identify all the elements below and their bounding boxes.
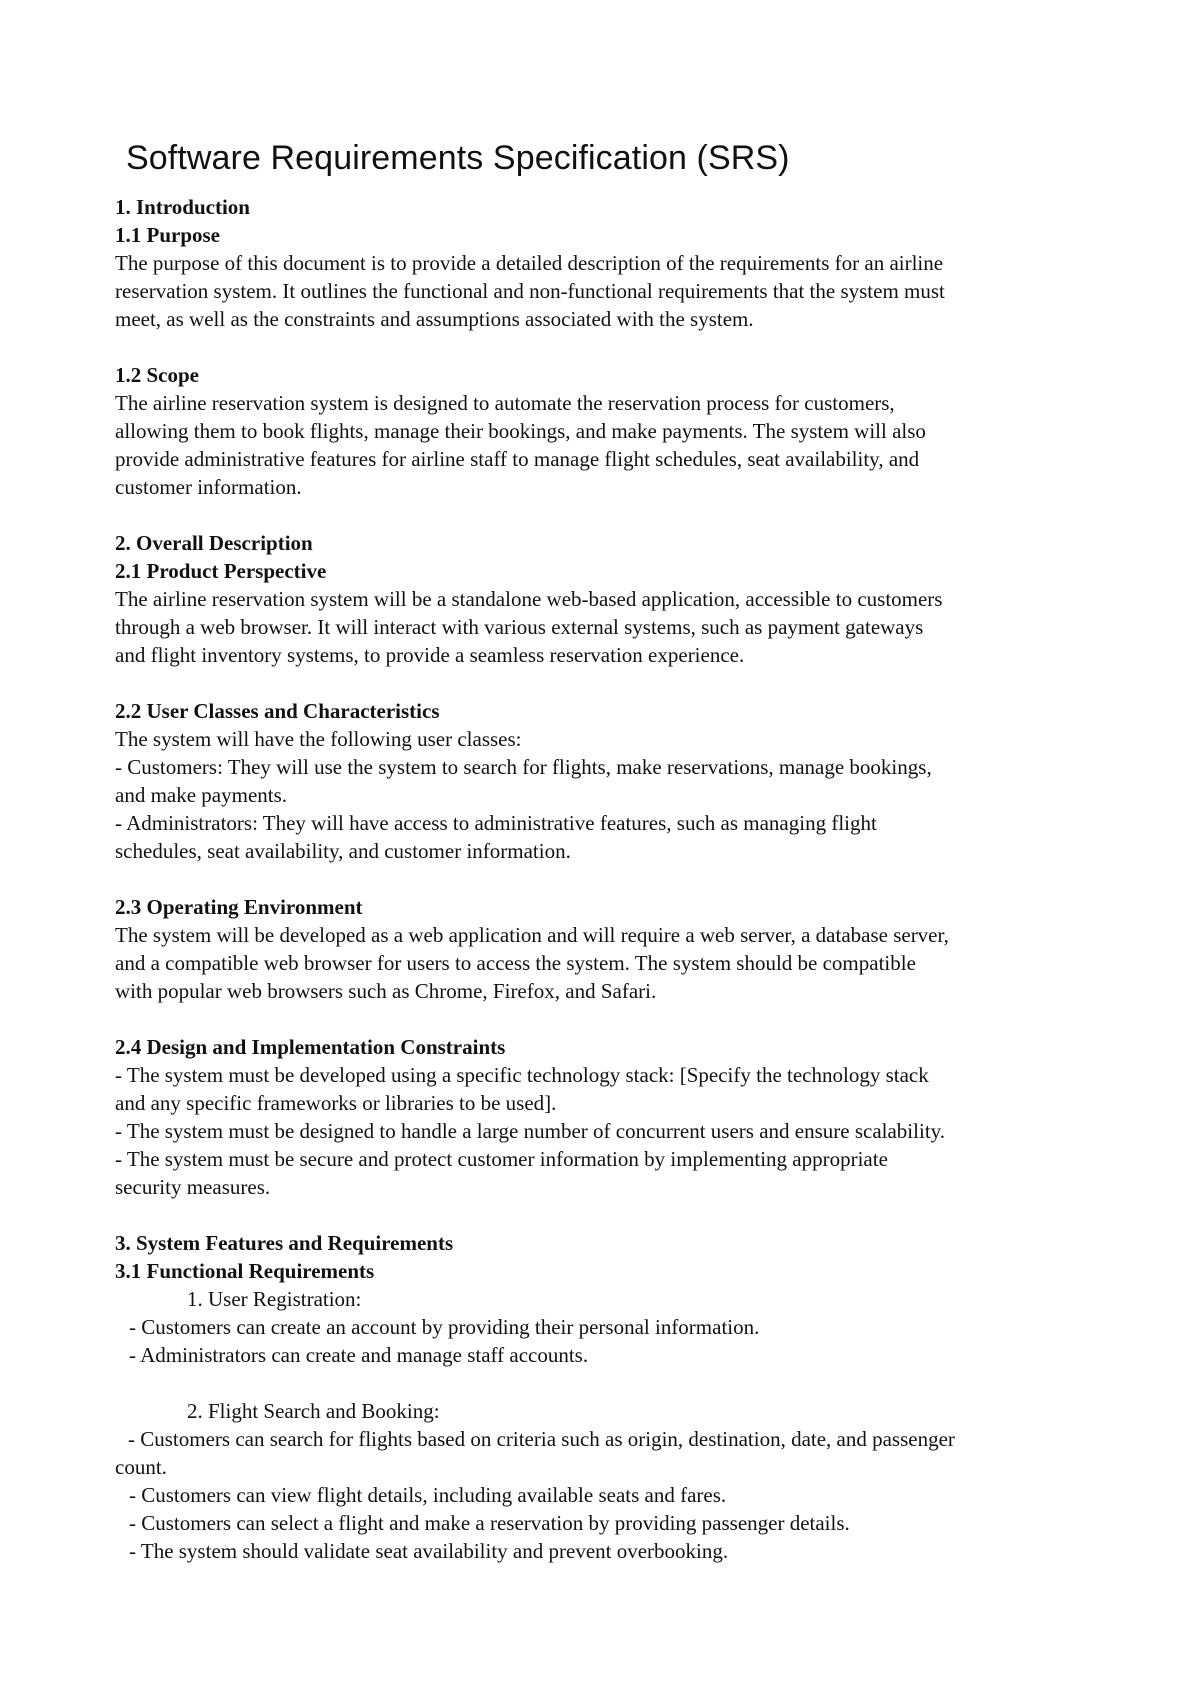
operating-environment-line: with popular web browsers such as Chrome, Firefox, and Safari.: [115, 979, 657, 1003]
paragraph-gap: [115, 1369, 1105, 1397]
user-classes-line: - Customers: They will use the system to search for flights, make reservations, manage bookings,: [115, 755, 932, 779]
user-classes-line: The system will have the following user classes:: [115, 727, 522, 751]
paragraph-gap: [115, 333, 1105, 361]
requirement-item: - Customers can create an account by providing their personal information.: [129, 1315, 760, 1339]
heading-purpose: 1.1 Purpose: [115, 223, 220, 247]
requirement-item: - Customers can view flight details, including available seats and fares.: [129, 1483, 727, 1507]
design-constraints-line: - The system must be developed using a specific technology stack: [Specify the technology stack: [115, 1063, 929, 1087]
purpose-line: The purpose of this document is to provide a detailed description of the requirements for an airline: [115, 251, 944, 275]
heading-operating-environment: 2.3 Operating Environment: [115, 895, 363, 919]
requirement-item: - Administrators can create and manage staff accounts.: [129, 1343, 589, 1367]
user-classes-line: schedules, seat availability, and customer information.: [115, 839, 571, 863]
heading-system-features: 3. System Features and Requirements: [115, 1231, 454, 1255]
document-body: [115, 193, 1105, 1565]
document-title: Software Requirements Specification (SRS): [126, 139, 790, 177]
heading-product-perspective: 2.1 Product Perspective: [115, 559, 327, 583]
requirement-item-continuation: count.: [115, 1455, 167, 1479]
user-classes-line: - Administrators: They will have access to administrative features, such as managing flight: [115, 811, 877, 835]
heading-functional-requirements: 3.1 Functional Requirements: [115, 1259, 375, 1283]
product-perspective-line: The airline reservation system will be a standalone web-based application, accessible to customers: [115, 587, 943, 611]
scope-line: provide administrative features for airline staff to manage flight schedules, seat availability, and: [115, 447, 920, 471]
scope-line: customer information.: [115, 475, 302, 499]
scope-line: allowing them to book flights, manage their bookings, and make payments. The system will also: [115, 419, 926, 443]
paragraph-gap: [115, 865, 1105, 893]
heading-user-classes: 2.2 User Classes and Characteristics: [115, 699, 440, 723]
design-constraints-line: and any specific frameworks or libraries to be used].: [115, 1091, 557, 1115]
heading-design-constraints: 2.4 Design and Implementation Constraints: [115, 1035, 506, 1059]
design-constraints-line: - The system must be designed to handle a large number of concurrent users and ensure scalability.: [115, 1119, 946, 1143]
scope-line: The airline reservation system is designed to automate the reservation process for customers,: [115, 391, 895, 415]
design-constraints-line: - The system must be secure and protect customer information by implementing appropriate: [115, 1147, 888, 1171]
paragraph-gap: [115, 1005, 1105, 1033]
requirement-item: - Customers can select a flight and make a reservation by providing passenger details.: [129, 1511, 850, 1535]
paragraph-gap: [115, 669, 1105, 697]
product-perspective-line: through a web browser. It will interact with various external systems, such as payment gateways: [115, 615, 924, 639]
purpose-line: meet, as well as the constraints and assumptions associated with the system.: [115, 307, 754, 331]
operating-environment-line: and a compatible web browser for users to access the system. The system should be compatible: [115, 951, 916, 975]
operating-environment-line: The system will be developed as a web application and will require a web server, a database server,: [115, 923, 949, 947]
requirement-title: 1. User Registration:: [187, 1287, 362, 1311]
heading-scope: 1.2 Scope: [115, 363, 199, 387]
heading-introduction: 1. Introduction: [115, 195, 250, 219]
paragraph-gap: [115, 501, 1105, 529]
user-classes-line: and make payments.: [115, 783, 288, 807]
requirement-item: - The system should validate seat availability and prevent overbooking.: [129, 1539, 729, 1563]
heading-overall-description: 2. Overall Description: [115, 531, 313, 555]
purpose-line: reservation system. It outlines the functional and non-functional requirements that the system must: [115, 279, 945, 303]
requirement-item: - Customers can search for flights based on criteria such as origin, destination, date, and passenger: [128, 1427, 955, 1451]
requirement-title: 2. Flight Search and Booking:: [187, 1399, 440, 1423]
paragraph-gap: [115, 1201, 1105, 1229]
product-perspective-line: and flight inventory systems, to provide a seamless reservation experience.: [115, 643, 745, 667]
design-constraints-line: security measures.: [115, 1175, 271, 1199]
